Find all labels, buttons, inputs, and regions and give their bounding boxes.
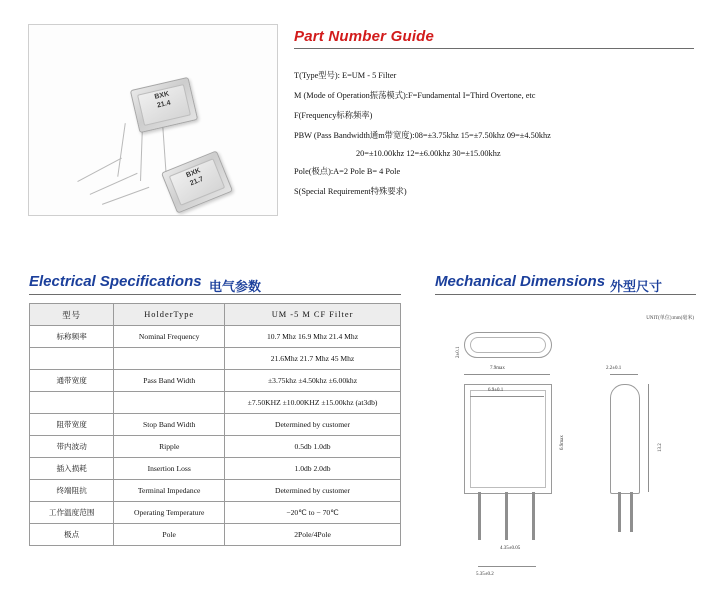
table-row	[30, 436, 401, 458]
electrical-specifications-table	[29, 303, 401, 546]
cell-param-cn: 带内波动	[30, 436, 114, 458]
dim-lead-gap: 4.35±0.05	[500, 546, 521, 551]
dim-body-height: 6.9max	[560, 435, 565, 450]
mechanical-drawing	[432, 300, 696, 600]
dim-line-side-width	[610, 374, 638, 375]
dim-line-body-width	[470, 396, 544, 397]
cell-value: ±3.75khz ±4.50khz ±6.00khz	[225, 370, 401, 392]
cell-param-cn: 终端阻抗	[30, 480, 114, 502]
cell-param-en: Ripple	[114, 436, 225, 458]
header-filter: UM -5 M CF Filter	[225, 304, 401, 326]
cell-param-en: Pole	[114, 524, 225, 546]
table-row	[30, 524, 401, 546]
dim-side-height: 13.2	[658, 443, 663, 452]
cell-param-cn: 工作温度范围	[30, 502, 114, 524]
dim-body-width: 6.9±0.1	[488, 388, 504, 393]
mechanical-title-en: Mechanical Dimensions	[435, 273, 606, 290]
cell-param-cn: 标称频率	[30, 326, 114, 348]
filter-can-lower	[161, 150, 233, 213]
filter-can-upper	[130, 77, 198, 133]
side-view-body	[610, 384, 640, 494]
cell-param-cn	[30, 348, 114, 370]
dim-top-oval-height: 2±0.1	[456, 346, 461, 358]
cell-param-cn: 极点	[30, 524, 114, 546]
mechanical-rule	[435, 294, 696, 295]
png-line-special: S(Special Requirement特殊要求)	[294, 187, 407, 196]
dim-line-top-width	[464, 374, 550, 375]
lead-pin	[77, 158, 122, 183]
header-holdertype: HolderType	[114, 304, 225, 326]
electrical-rule	[29, 294, 401, 295]
cell-param-en: Stop Band Width	[114, 414, 225, 436]
cell-value: 2Pole/4Pole	[225, 524, 401, 546]
cell-param-cn: 阻带宽度	[30, 414, 114, 436]
front-view-inner	[470, 390, 546, 488]
cell-value: 0.5db 1.0db	[225, 436, 401, 458]
unit-note: UNIT(单位):mm(毫米)	[646, 316, 694, 321]
cell-param-en: Insertion Loss	[114, 458, 225, 480]
part-number-guide-title: Part Number Guide	[294, 28, 435, 45]
lead-pin-drawing	[630, 492, 633, 532]
lead-pin	[140, 125, 143, 181]
png-line-bandwidth-cont: 20=±10.00khz 12=±6.00khz 30=±15.00khz	[356, 149, 501, 158]
dim-line-side-height	[648, 384, 649, 492]
table-row	[30, 370, 401, 392]
lead-pin	[102, 187, 149, 205]
can-marking-lower: BXK 21.7	[185, 167, 205, 187]
table-row	[30, 414, 401, 436]
cell-param-cn	[30, 392, 114, 414]
cell-value: 21.6Mhz 21.7 Mhz 45 Mhz	[225, 348, 401, 370]
header-model: 型号	[30, 304, 114, 326]
lead-pin-drawing	[478, 492, 481, 540]
table-header-row	[30, 304, 401, 326]
plan-view-inner-oval	[470, 337, 546, 353]
lead-pin-drawing	[618, 492, 621, 532]
png-line-bandwidth: PBW (Pass Bandwidth通m带宽度):08=±3.75khz 15=±7.50khz 09=±4.50khz	[294, 131, 551, 140]
product-photo-panel	[28, 24, 278, 216]
cell-param-en	[114, 348, 225, 370]
png-line-frequency: F(Frequency标称频率)	[294, 111, 373, 120]
cell-value: Determined by customer	[225, 480, 401, 502]
cell-value: ±7.50KHZ ±10.00KHZ ±15.00khz (at3db)	[225, 392, 401, 414]
png-line-type: T(Type型号): E=UM - 5 Filter	[294, 71, 397, 80]
electrical-title-cn: 电气参数	[209, 279, 262, 294]
electrical-table-wrap	[29, 303, 401, 546]
dim-line-lead-bottom	[478, 566, 536, 567]
cell-value: Determined by customer	[225, 414, 401, 436]
can-marking-upper: BXK 21.4	[153, 90, 172, 109]
lead-pin	[117, 123, 126, 177]
table-row	[30, 502, 401, 524]
table-row	[30, 326, 401, 348]
cell-param-en: Nominal Frequency	[114, 326, 225, 348]
cell-param-en: Pass Band Width	[114, 370, 225, 392]
lead-pin	[162, 125, 167, 177]
table-row	[30, 392, 401, 414]
cell-param-en: Terminal Impedance	[114, 480, 225, 502]
electrical-title-en: Electrical Specifications	[29, 273, 202, 290]
png-line-mode: M (Mode of Operation振荡模式):F=Fundamental I=Third Overtone, etc	[294, 91, 536, 100]
lead-pin-drawing	[532, 492, 535, 540]
table-row	[30, 458, 401, 480]
table-row	[30, 480, 401, 502]
cell-param-en: Operating Temperature	[114, 502, 225, 524]
lead-pin	[90, 173, 138, 195]
cell-param-cn: 插入损耗	[30, 458, 114, 480]
dim-top-width: 7.9max	[490, 366, 505, 371]
cell-param-cn: 通带宽度	[30, 370, 114, 392]
title-rule	[294, 48, 694, 49]
table-row	[30, 348, 401, 370]
cell-param-en	[114, 392, 225, 414]
cell-value: 10.7 Mhz 16.9 Mhz 21.4 Mhz	[225, 326, 401, 348]
product-photo-image	[29, 25, 277, 215]
mechanical-title-cn: 外型尺寸	[610, 279, 663, 294]
cell-value: −20℃ to − 70℃	[225, 502, 401, 524]
dim-side-width: 2.2±0.1	[606, 366, 622, 371]
lead-pin-drawing	[505, 492, 508, 540]
dim-lead-bottom: 5.35±0.2	[476, 572, 494, 577]
part-number-guide-body	[294, 66, 694, 202]
png-line-pole: Pole(极点):A=2 Pole B= 4 Pole	[294, 167, 401, 176]
cell-value: 1.0db 2.0db	[225, 458, 401, 480]
